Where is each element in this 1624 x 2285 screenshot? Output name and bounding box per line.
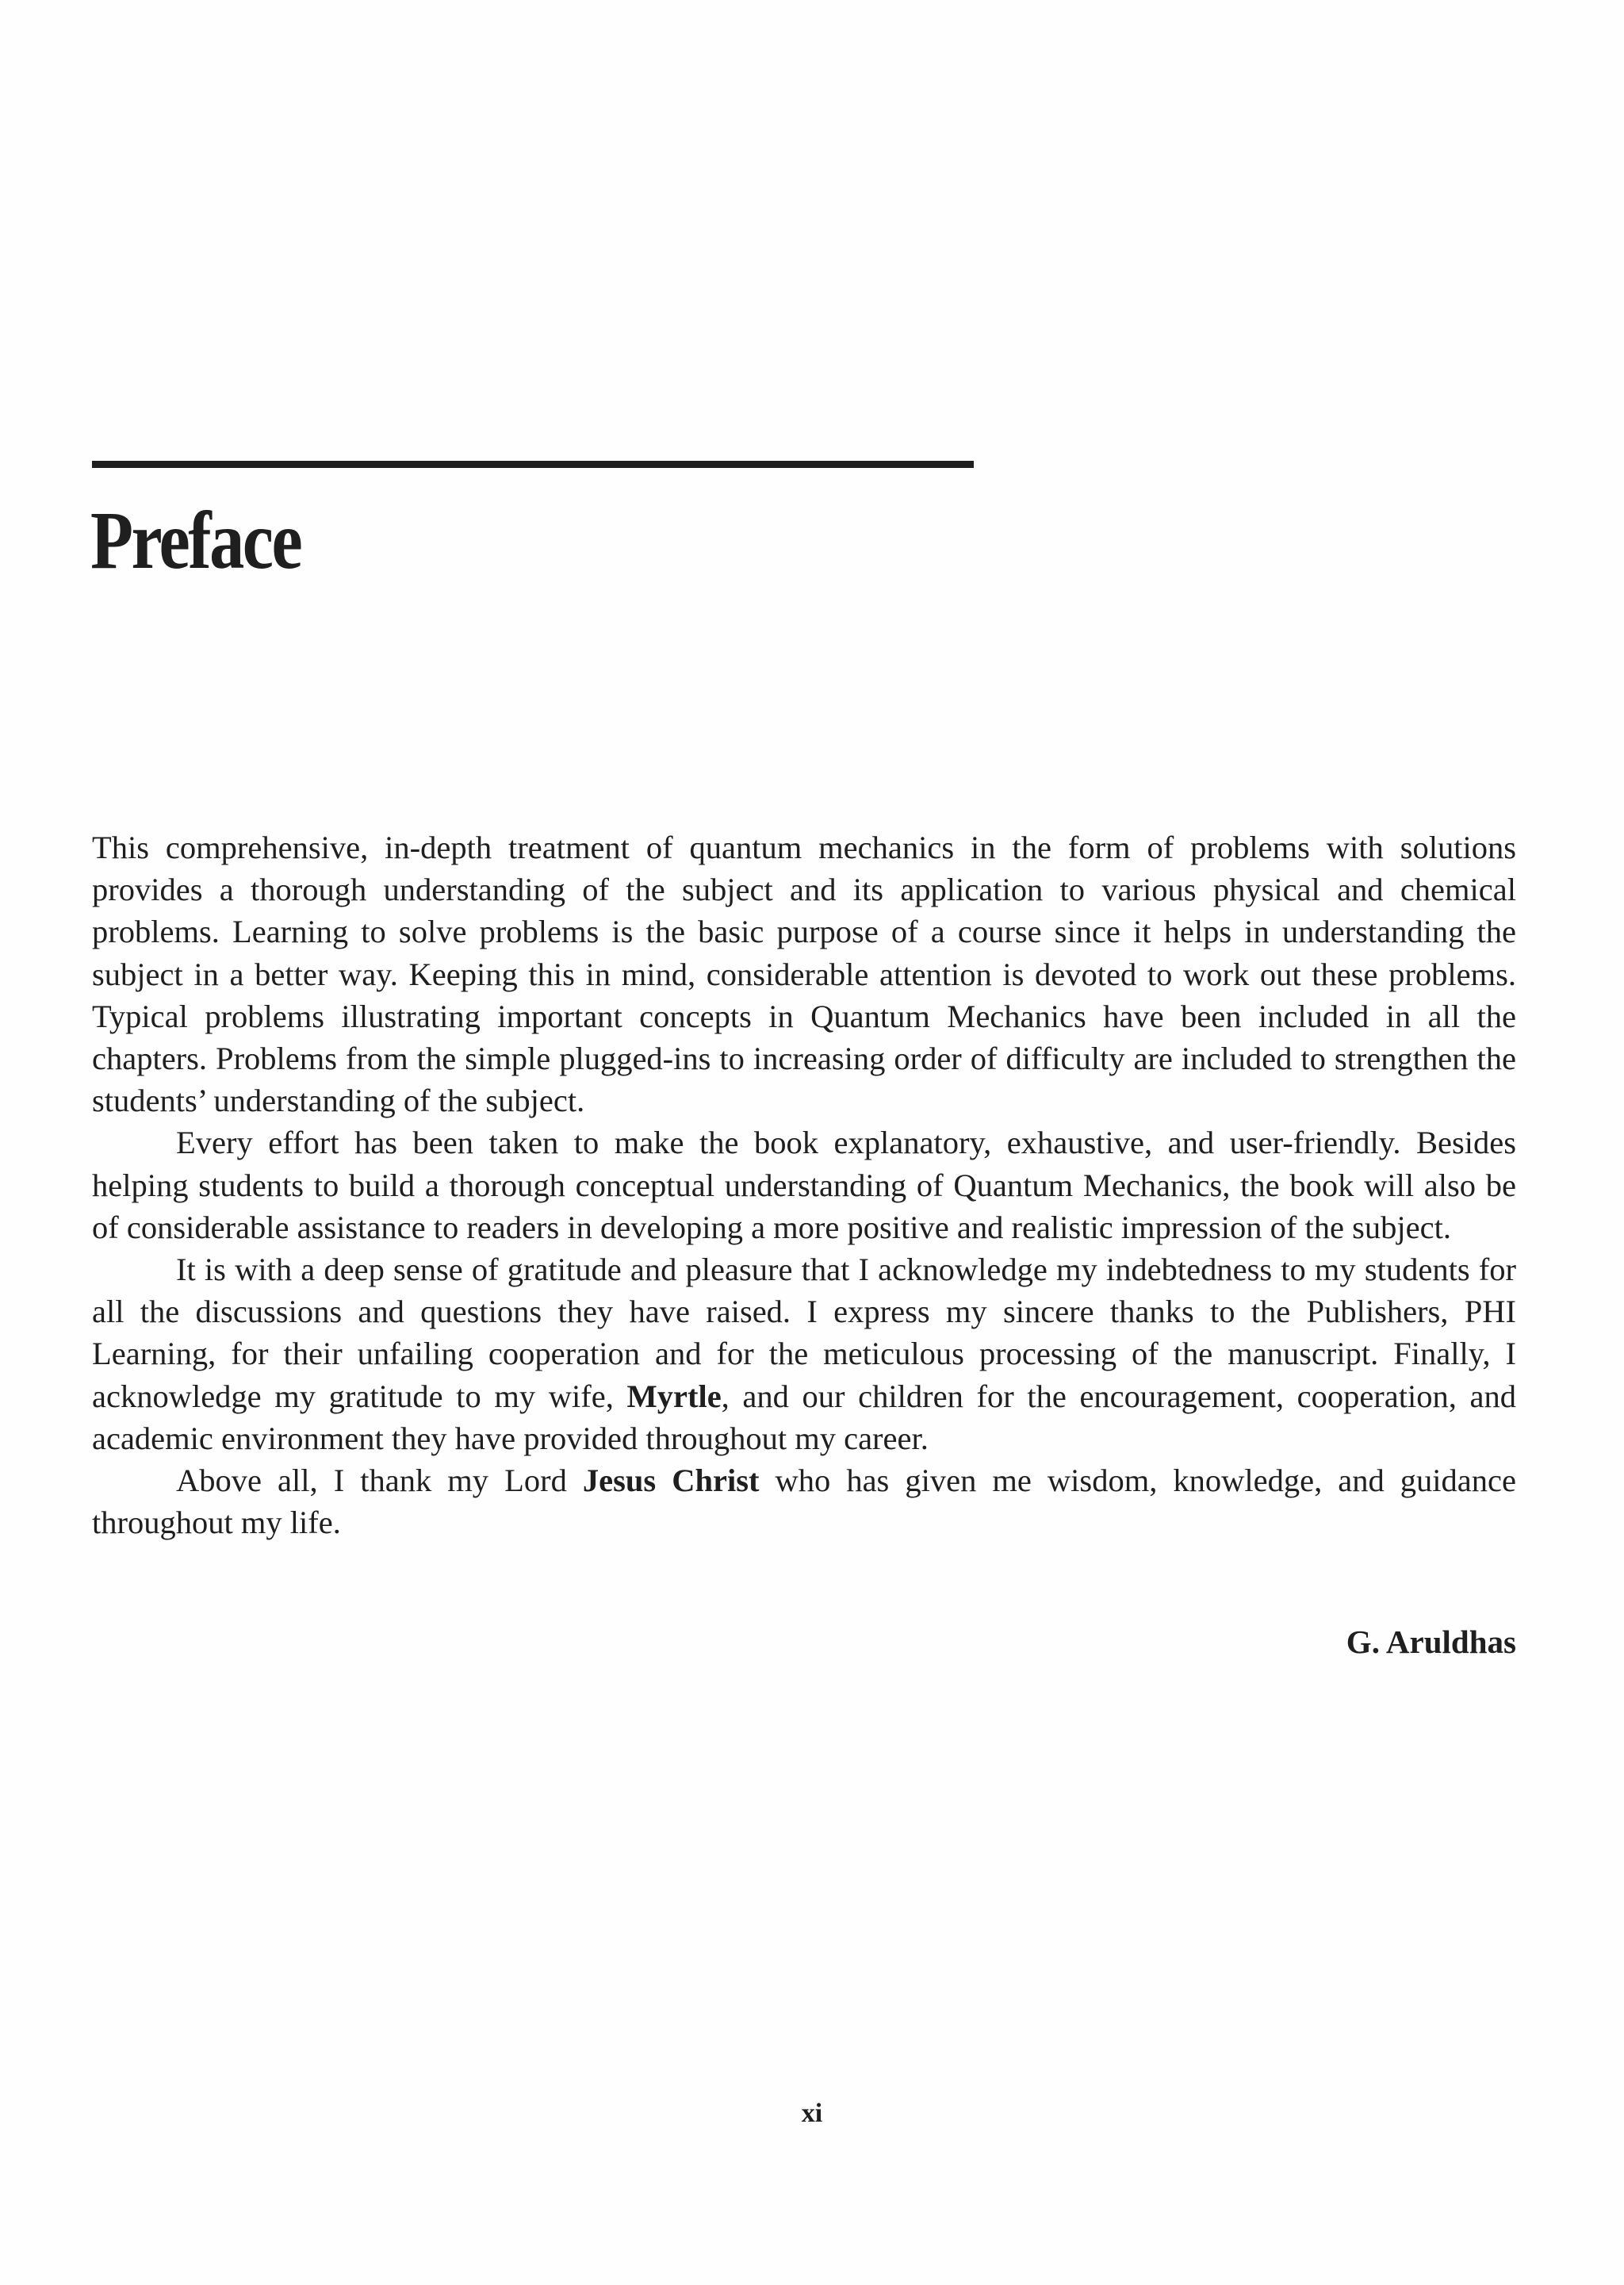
paragraph-2: Every effort has been taken to make the book explanatory, exhaustive, and user-friendly. Besides helping students to build a thorough conceptual understanding of Quantum Mechanics, the book will also be of considerable assistance to readers in developing a more positive and realistic impression of the subject.: [92, 1125, 1516, 1245]
paragraph-3: [92, 1248, 1516, 1459]
paragraph-4-text-end: who has given me wisdom, knowledge, and guidance throughout my life.: [92, 1463, 1516, 1541]
preface-body: [92, 826, 1516, 1543]
author-signature: G. Aruldhas: [1346, 1624, 1516, 1660]
page-number: xi: [801, 2099, 823, 2128]
paragraph-3-text-end: , and our children for the encouragement, cooperation, and academic environment they have provided throughout my career.: [92, 1378, 1516, 1456]
paragraph-3-text-start: It is with a deep sense of gratitude and pleasure that I acknowledge my indebtedness to my students for all the discussions and questions they have raised. I express my sincere thanks to the Publishers, PHI Learning, for their unfailing cooperation and for the meticulous processing of the manuscript. Finally, I acknowledge my gratitude to my wife,: [92, 1252, 1516, 1414]
chapter-title: Preface: [90, 495, 301, 586]
paragraph-4: [92, 1459, 1516, 1543]
paragraph-1: This comprehensive, in-depth treatment of quantum mechanics in the form of problems with solutions provides a thorough understanding of the subject and its application to various physical and chemical problems. Learning to solve problems is the basic purpose of a course since it helps in understanding the subject in a better way. Keeping this in mind, considerable attention is devoted to work out these problems. Typical problems illustrating important concepts in Quantum Mechanics have been included in all the chapters. Problems from the simple plugged-ins to increasing order of difficulty are included to strengthen the students’ understanding of the subject.: [92, 830, 1516, 1119]
paragraph-4-text-start: Above all, I thank my Lord: [176, 1463, 583, 1499]
paragraph-3-bold-name: Myrtle: [626, 1378, 722, 1414]
paragraph-4-bold-name: Jesus Christ: [582, 1463, 760, 1499]
chapter-rule: [92, 461, 974, 468]
